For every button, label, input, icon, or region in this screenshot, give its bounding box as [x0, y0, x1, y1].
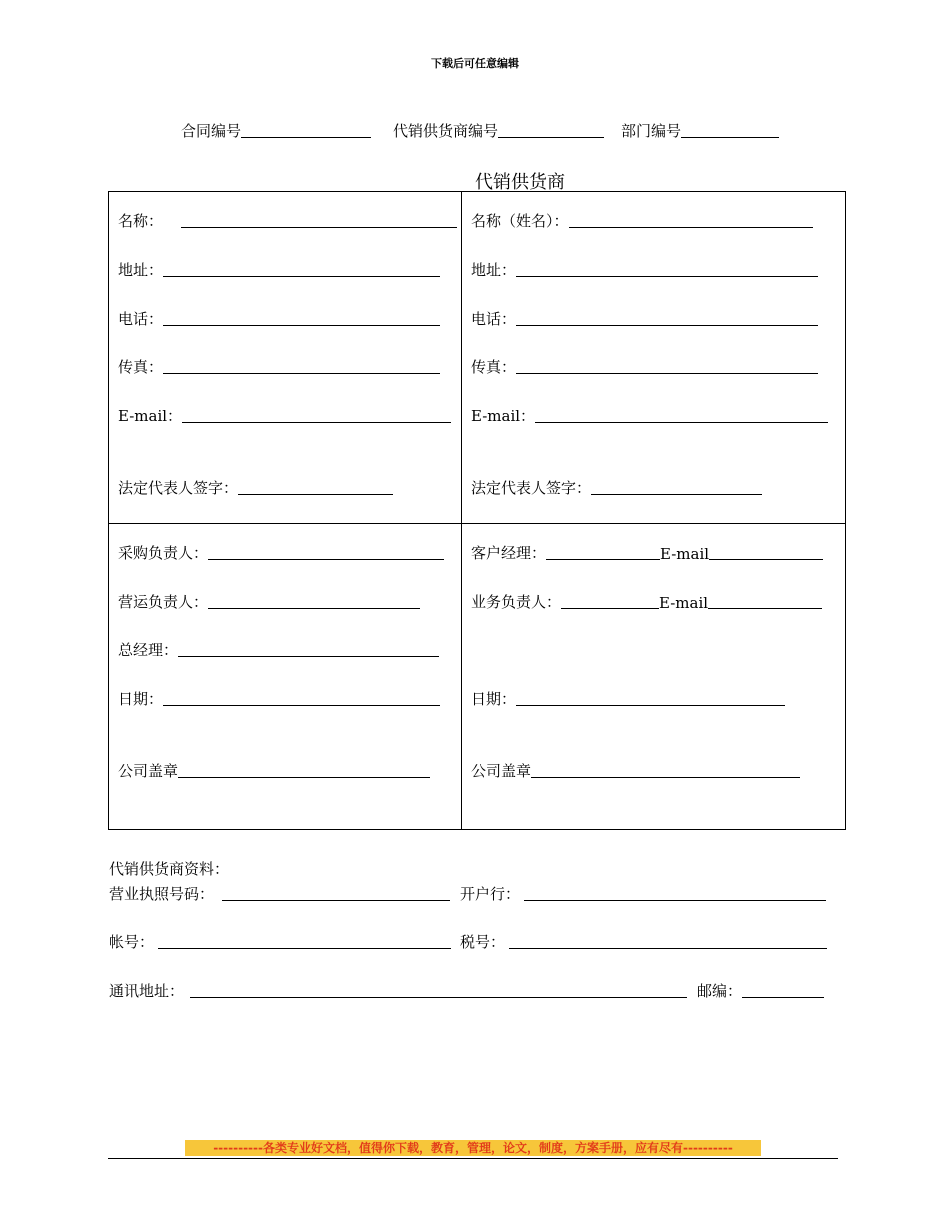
tax-field[interactable]	[460, 931, 827, 952]
left-seal-blank[interactable]	[178, 777, 430, 778]
account-manager-email-label: E-mail	[660, 545, 710, 563]
left-fax-blank[interactable]	[163, 373, 440, 374]
license-blank[interactable]	[222, 899, 450, 901]
account-label: 帐号：	[109, 933, 155, 951]
left-phone-field[interactable]	[118, 308, 440, 329]
left-address-blank[interactable]	[163, 276, 440, 277]
right-seal-label: 公司盖章	[471, 762, 532, 780]
right-name-blank[interactable]	[569, 227, 813, 228]
license-label: 营业执照号码：	[109, 885, 215, 903]
info-heading	[109, 858, 229, 879]
left-name-field[interactable]	[118, 210, 457, 231]
supplier-number-label: 代销供货商编号	[393, 122, 499, 140]
contract-number-field[interactable]	[181, 120, 371, 141]
right-seal-blank[interactable]	[531, 777, 800, 778]
account-manager-blank[interactable]	[546, 559, 660, 560]
left-address-label: 地址：	[118, 261, 164, 279]
left-email-field[interactable]	[118, 405, 451, 426]
mail-address-blank[interactable]	[190, 996, 687, 998]
left-email-label: E-mail：	[118, 407, 183, 425]
bank-blank[interactable]	[524, 899, 826, 901]
header-note: 下载后可任意编辑	[431, 57, 519, 70]
dept-number-field[interactable]	[621, 120, 779, 141]
right-address-field[interactable]	[471, 259, 818, 280]
footer-banner: ----------各类专业好文档，值得你下载，教育，管理，论文，制度，方案手册，应有尽有----------	[185, 1140, 761, 1156]
left-address-field[interactable]	[118, 259, 440, 280]
contract-number-label: 合同编号	[181, 122, 242, 140]
left-name-label: 名称：	[118, 212, 164, 230]
tax-label: 税号：	[460, 933, 506, 951]
left-seal-label: 公司盖章	[118, 762, 179, 780]
left-email-blank[interactable]	[182, 422, 451, 423]
postcode-blank[interactable]	[742, 996, 824, 998]
purchase-person-blank[interactable]	[208, 559, 444, 560]
purchase-person-field[interactable]	[118, 542, 444, 563]
right-phone-label: 电话：	[471, 310, 517, 328]
info-heading-label: 代销供货商资料：	[109, 860, 230, 878]
right-fax-blank[interactable]	[516, 373, 818, 374]
account-field[interactable]	[109, 931, 451, 952]
mail-address-label: 通讯地址：	[109, 982, 185, 1000]
left-seal-field[interactable]	[118, 760, 430, 781]
left-legal-sign-label: 法定代表人签字：	[118, 479, 239, 497]
column-divider	[461, 192, 462, 829]
right-legal-sign-blank[interactable]	[591, 494, 762, 495]
right-legal-sign-field[interactable]	[471, 477, 762, 498]
supplier-number-field[interactable]	[393, 120, 604, 141]
right-email-field[interactable]	[471, 405, 828, 426]
biz-person-blank[interactable]	[561, 608, 659, 609]
bank-field[interactable]	[460, 883, 826, 904]
gm-blank[interactable]	[178, 656, 439, 657]
biz-person-label: 业务负责人：	[471, 593, 562, 611]
page-title: 代销供货商	[475, 172, 565, 193]
right-fax-label: 传真：	[471, 358, 517, 376]
dept-number-label: 部门编号	[621, 122, 682, 140]
account-blank[interactable]	[158, 947, 451, 949]
left-date-field[interactable]	[118, 688, 440, 709]
right-address-label: 地址：	[471, 261, 517, 279]
right-legal-sign-label: 法定代表人签字：	[471, 479, 592, 497]
right-name-label: 名称（姓名）：	[471, 212, 569, 230]
ops-person-field[interactable]	[118, 591, 420, 612]
signature-table	[108, 191, 846, 830]
left-date-blank[interactable]	[163, 705, 440, 706]
footer-divider	[108, 1158, 838, 1159]
left-date-label: 日期：	[118, 690, 164, 708]
tax-blank[interactable]	[509, 947, 827, 949]
postcode-field[interactable]	[697, 980, 824, 1001]
left-phone-blank[interactable]	[163, 325, 440, 326]
contract-number-blank[interactable]	[241, 136, 371, 138]
account-manager-email-blank[interactable]	[709, 559, 823, 560]
postcode-label: 邮编：	[697, 982, 743, 1000]
right-email-label: E-mail：	[471, 407, 536, 425]
biz-person-email-blank[interactable]	[708, 608, 822, 609]
right-date-label: 日期：	[471, 690, 517, 708]
right-date-field[interactable]	[471, 688, 785, 709]
right-phone-field[interactable]	[471, 308, 818, 329]
right-fax-field[interactable]	[471, 356, 818, 377]
supplier-number-blank[interactable]	[498, 136, 604, 138]
purchase-person-label: 采购负责人：	[118, 544, 209, 562]
mail-address-field[interactable]	[109, 980, 687, 1001]
bank-label: 开户行：	[460, 885, 521, 903]
right-name-field[interactable]	[471, 210, 813, 231]
account-manager-label: 客户经理：	[471, 544, 547, 562]
right-seal-field[interactable]	[471, 760, 800, 781]
biz-person-email-label: E-mail	[659, 594, 709, 612]
ops-person-blank[interactable]	[208, 608, 420, 609]
right-date-blank[interactable]	[516, 705, 785, 706]
left-legal-sign-field[interactable]	[118, 477, 393, 498]
account-manager-field[interactable]	[471, 542, 823, 563]
ops-person-label: 营运负责人：	[118, 593, 209, 611]
right-phone-blank[interactable]	[516, 325, 818, 326]
left-legal-sign-blank[interactable]	[238, 494, 393, 495]
biz-person-field[interactable]	[471, 591, 822, 612]
gm-field[interactable]	[118, 639, 439, 660]
license-field[interactable]	[109, 883, 450, 904]
dept-number-blank[interactable]	[681, 136, 779, 138]
left-fax-label: 传真：	[118, 358, 164, 376]
gm-label: 总经理：	[118, 641, 179, 659]
left-fax-field[interactable]	[118, 356, 440, 377]
right-address-blank[interactable]	[516, 276, 818, 277]
right-email-blank[interactable]	[535, 422, 828, 423]
left-name-blank[interactable]	[181, 227, 457, 228]
left-phone-label: 电话：	[118, 310, 164, 328]
row-divider	[109, 523, 845, 524]
